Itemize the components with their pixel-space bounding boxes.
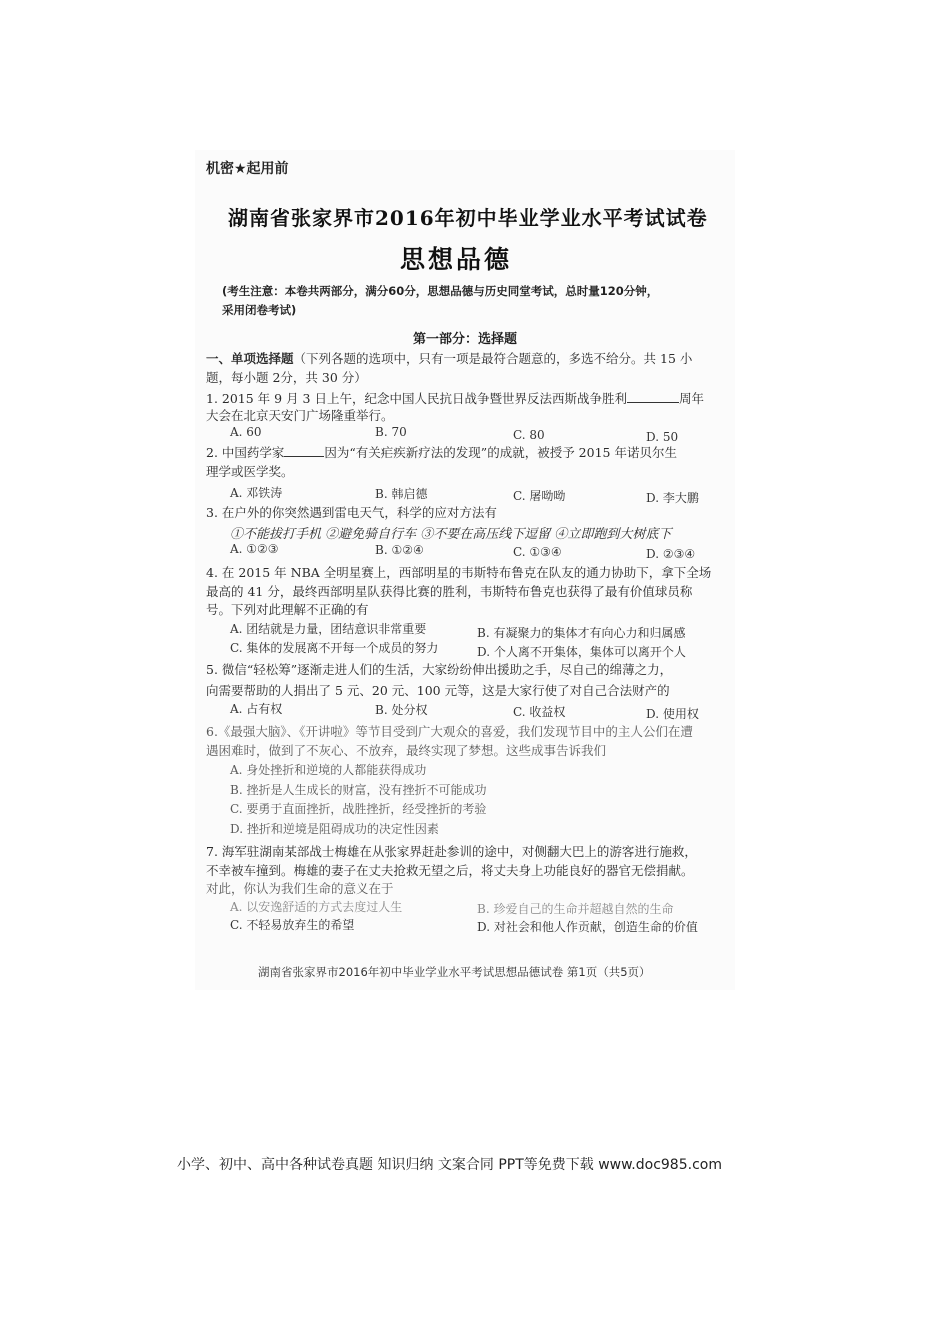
question-2-option-d: D. 李大鹏 <box>646 491 699 505</box>
subject-title: 思想品德 <box>400 245 513 274</box>
question-7-option-c: C. 不轻易放弃生的希望 <box>230 918 355 932</box>
question-7-stem-line-1: 7. 海军驻湖南某部战士梅雄在从张家界赶赴参训的途中，对侧翻大巴上的游客进行施救， <box>206 844 697 859</box>
question-4-option-a: A. 团结就是力量，团结意识非常重要 <box>230 622 427 636</box>
question-1-option-d: D. 50 <box>646 430 679 444</box>
question-5-stem-line-2: 向需要帮助的人捐出了 5 元、20 元、100 元等，这是大家行使了对自己合法财产的 <box>206 683 670 698</box>
instruction-text: （下列各题的选项中，只有一项是最符合题意的，多选不给分。共 15 小 <box>293 351 693 366</box>
question-4-option-b: B. 有凝聚力的集体才有向心力和归属感 <box>477 626 686 640</box>
question-5-stem-line-1: 5. 微信“轻松筹”逐渐走进人们的生活，大家纷纷伸出援助之手，尽自己的绵薄之力， <box>206 662 673 677</box>
question-4-option-d: D. 个人离不开集体，集体可以离开个人 <box>477 645 686 659</box>
question-6-option-d: D. 挫折和逆境是阻碍成功的决定性因素 <box>230 822 439 836</box>
question-2-stem-part-a: 2. 中国药学家 <box>206 445 285 460</box>
question-5-option-b: B. 处分权 <box>375 703 428 717</box>
question-7-option-d: D. 对社会和他人作贡献，创造生命的价值 <box>477 920 698 934</box>
question-1-stem-line-2: 大会在北京天安门广场隆重举行。 <box>206 408 394 423</box>
question-1-stem-part-a: 1. 2015 年 9 月 3 日上午，纪念中国人民抗日战争暨世界反法西斯战争胜利 <box>206 391 627 406</box>
question-3-option-a: A. ①②③ <box>230 542 279 556</box>
question-6-stem-line-2: 遇困难时，做到了不灰心、不放弃，最终实现了梦想。这些成事告诉我们 <box>206 743 607 758</box>
question-5-option-d: D. 使用权 <box>646 707 699 721</box>
question-7-stem-line-3: 对此，你认为我们生命的意义在于 <box>206 881 394 896</box>
exam-title: 湖南省张家界市2016年初中毕业学业水平考试试卷 <box>228 206 708 230</box>
question-2-stem <box>206 443 677 461</box>
question-5-option-c: C. 收益权 <box>513 705 566 719</box>
question-7-option-b: B. 珍爱自己的生命并超越自然的生命 <box>477 902 674 916</box>
exam-note-line-1: (考生注意：本卷共两部分，满分60分，思想品德与历史同堂考试，总时量120分钟， <box>222 284 659 298</box>
question-6-stem-line-1: 6.《最强大脑》、《开讲啦》等节目受到广大观众的喜爱，我们发现节目中的主人公们在遭 <box>206 724 693 739</box>
question-3-option-b: B. ①②④ <box>375 543 424 557</box>
question-2-option-c: C. 屠呦呦 <box>513 489 566 503</box>
question-3-option-d: D. ②③④ <box>646 547 696 561</box>
question-6-option-a: A. 身处挫折和逆境的人都能获得成功 <box>230 763 427 777</box>
question-1-option-c: C. 80 <box>513 428 545 442</box>
question-1-stem <box>206 389 704 407</box>
question-3-stem: 3. 在户外的你突然遇到雷电天气，科学的应对方法有 <box>206 505 497 520</box>
question-2-stem-part-b: 因为“有关疟疾新疗法的发现”的成就，被授予 2015 年诺贝尔生 <box>324 445 677 460</box>
download-banner-text: 小学、初中、高中各种试卷真题 知识归纳 文案合同 PPT等免费下载 www.doc985.com <box>177 1157 722 1173</box>
question-1-stem-part-b: 周年 <box>679 391 705 406</box>
question-4-option-c: C. 集体的发展离不开每一个成员的努力 <box>230 641 439 655</box>
question-4-stem-line-2: 最高的 41 分，最终西部明星队获得比赛的胜利，韦斯特布鲁克也获得了最有价值球员称 <box>206 584 693 599</box>
question-4-stem-line-3: 号。下列对此理解不正确的有 <box>206 602 369 617</box>
question-6-option-c: C. 要勇于直面挫折，战胜挫折，经受挫折的考验 <box>230 802 487 816</box>
question-6-option-b: B. 挫折是人生成长的财富，没有挫折不可能成功 <box>230 783 487 797</box>
question-5-option-a: A. 占有权 <box>230 702 283 716</box>
question-2-option-a: A. 邓铁涛 <box>230 486 283 500</box>
question-1-option-a: A. 60 <box>230 425 262 439</box>
question-3-choices: ①不能拔打手机 ②避免骑自行车 ③不要在高压线下逗留 ④立即跑到大树底下 <box>230 527 672 542</box>
exam-note-line-2: 采用闭卷考试) <box>222 303 297 317</box>
question-7-option-a: A. 以安逸舒适的方式去度过人生 <box>230 900 403 914</box>
confidential-label: 机密★起用前 <box>206 161 289 177</box>
question-2-option-b: B. 韩启德 <box>375 487 428 501</box>
answer-blank <box>284 456 324 457</box>
question-3-option-c: C. ①③④ <box>513 545 562 559</box>
answer-blank <box>627 402 679 403</box>
question-7-stem-line-2: 不幸被车撞到。梅雄的妻子在丈夫抢救无望之后，将丈夫身上功能良好的器官无偿捐献。 <box>206 863 694 878</box>
section-title: 第一部分：选择题 <box>413 332 518 347</box>
section-instruction-line-2: 题，每小题 2分，共 30 分） <box>206 370 367 385</box>
question-1-option-b: B. 70 <box>375 425 407 439</box>
instruction-heading: 一、单项选择题 <box>206 351 294 366</box>
section-instruction <box>206 349 692 367</box>
question-2-stem-line-2: 理学或医学奖。 <box>206 464 294 479</box>
question-4-stem-line-1: 4. 在 2015 年 NBA 全明星赛上，西部明星的韦斯特布鲁克在队友的通力协助下，拿下全场 <box>206 565 712 580</box>
page-footer: 湖南省张家界市2016年初中毕业学业水平考试思想品德试卷 第1页（共5页） <box>258 965 651 979</box>
